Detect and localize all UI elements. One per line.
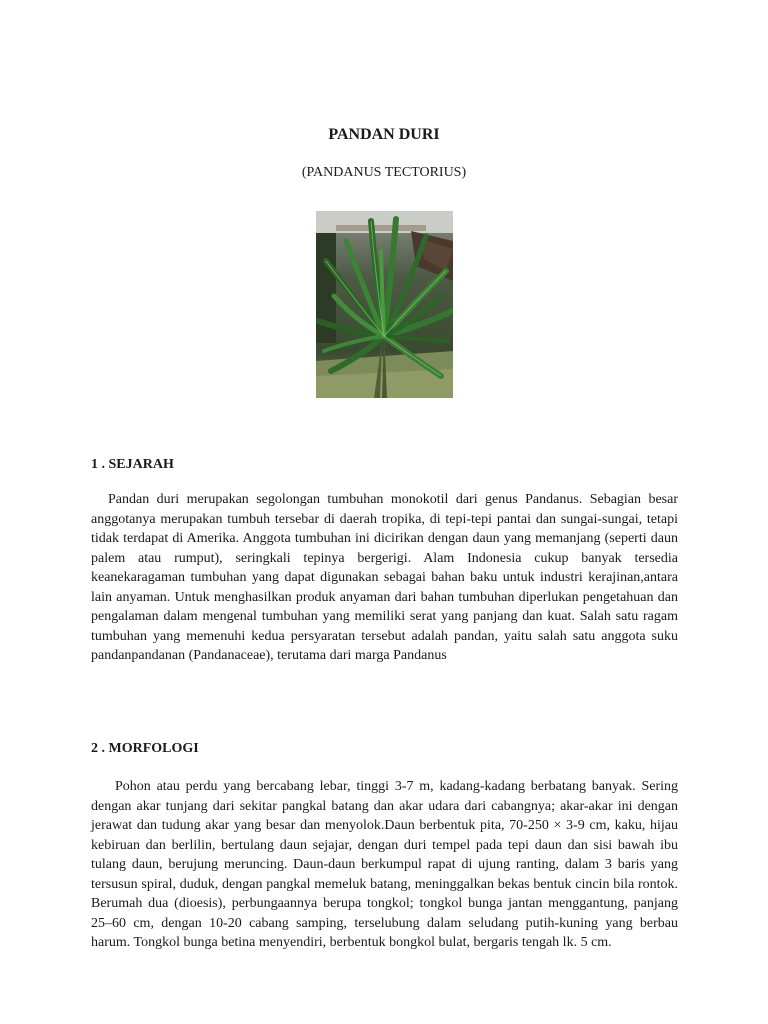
- section-paragraph-sejarah: Pandan duri merupakan segolongan tumbuhan monokotil dari genus Pandanus. Sebagian besar anggotanya merupakan tumbuh tersebar di daerah tropika, di tepi-tepi pantai dan sungai-sungai, tetapi tidak terdapat di Amerika. Anggota tumbuhan ini dicirikan dengan daun yang memanjang (seperti daun palem atau rumput), seringkali tepinya bergerigi. Alam Indonesia cukup banyak tersedia keanekaragaman tumbuhan yang dapat digunakan sebagai bahan baku untuk industri kerajinan,antara lain anyaman. Untuk menghasilkan produk anyaman dari bahan tumbuhan diperlukan pengetahuan dan pengalaman dalam mengenal tumbuhan yang memiliki serat yang panjang dan kuat. Salah satu ragam tumbuhan yang memenuhi kedua persyaratan tersebut adalah pandan, yaitu salah satu anggota suku pandanpandanan (Pandanaceae), terutama dari marga Pandanus: [91, 492, 678, 663]
- section-paragraph-morfologi: Pohon atau perdu yang bercabang lebar, tinggi 3-7 m, kadang-kadang berbatang banyak. Sering dengan akar tunjang dari sekitar pangkal batang dan akar udara dari cabangnya; akar-akar ini dengan jerawat dan tudung akar yang besar dan menyolok.Daun berbentuk pita, 70-250 × 3-9 cm, kaku, hijau kebiruan dan berlilin, bertulang daun sejajar, dengan duri tempel pada tepi daun dan sisi bawah ibu tulang daun, berujung meruncing. Daun-daun berkumpul rapat di ujung ranting, dalam 3 baris yang tersusun spiral, duduk, dengan pangkal memeluk batang, meninggalkan bekas bentuk cincin bila rontok. Berumah dua (dioesis), perbungaannya berupa tongkol; tongkol bunga jantan menggantung, panjang 25–60 cm, dengan 10-20 cabang samping, terselubung dalam seludang putih-kuning yang berbau harum. Tongkol bunga betina menyendiri, berbentuk bongkol bulat, bergaris tengah lk. 5 cm.: [91, 779, 678, 950]
- section-heading-sejarah: 1 . SEJARAH: [91, 457, 174, 472]
- document-subtitle: (PANDANUS TECTORIUS): [301, 165, 467, 180]
- section-heading-morfologi: 2 . MORFOLOGI: [91, 741, 199, 756]
- document-title: PANDAN DURI: [328, 126, 440, 143]
- pandan-plant-photo: [316, 211, 453, 398]
